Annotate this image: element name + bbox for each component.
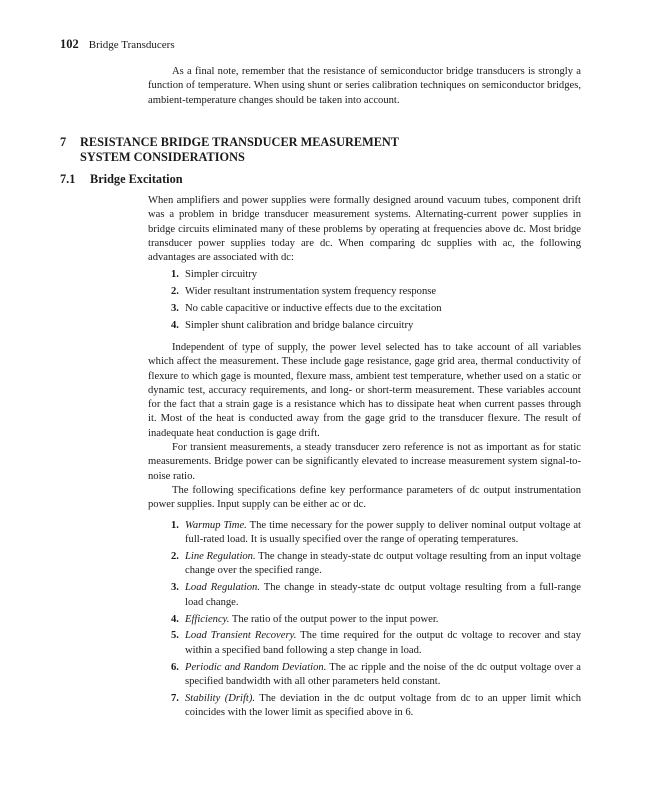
list-number: 1. xyxy=(171,269,179,280)
spec-term: Periodic and Random Deviation. xyxy=(185,661,327,673)
subsection-heading xyxy=(60,172,183,187)
list-number: 3. xyxy=(171,303,179,315)
section-title-line2: SYSTEM CONSIDERATIONS xyxy=(80,150,245,164)
spec-term: Warmup Time. xyxy=(185,520,247,531)
list-text: Wider resultant instrumentation system frequency response xyxy=(185,286,437,298)
list-text: No cable capacitive or inductive effects due to the excitation xyxy=(185,303,442,315)
spec-text: The change in steady-state dc output voltage resulting from a full-range load change. xyxy=(185,582,581,608)
spec-text: The deviation in the dc output voltage from dc to an upper limit which coincides with the lower limit as specified above in 6. xyxy=(185,692,581,719)
list-number: 5. xyxy=(171,630,179,642)
list-number: 2. xyxy=(171,286,179,298)
list-number: 6. xyxy=(171,661,179,673)
list-item xyxy=(172,581,581,610)
spec-term: Efficiency. xyxy=(185,613,230,625)
list-item xyxy=(172,285,581,299)
list-number: 3. xyxy=(171,582,179,594)
list-number: 2. xyxy=(171,551,179,563)
spec-text: The ratio of the output power to the input power. xyxy=(229,613,439,625)
list-item xyxy=(172,613,581,627)
section-title-line1: RESISTANCE BRIDGE TRANSDUCER MEASUREMENT xyxy=(80,135,399,149)
running-head-title: Bridge Transducers xyxy=(88,39,175,51)
intro-block xyxy=(148,65,581,108)
list-item xyxy=(172,519,581,548)
spec-text: The time necessary for the power supply to deliver nominal output voltage at full-rated load. It is usually specified over the range of operating temperatures. xyxy=(185,520,581,546)
list-text: Simpler circuitry xyxy=(185,269,258,280)
specs-intro-paragraph: The following specifications define key performance parameters of dc output instrumentation power supplies. Input supply can be either ac or dc. xyxy=(148,484,581,511)
excitation-paragraph: When amplifiers and power supplies were formally designed around vacuum tubes, component drift was a problem in bridge transducer measurement systems. Alternating-current power supplies in bridge circuits eliminated many of these problems by operating at frequencies above dc. Most bridge transducer power supplies today are dc. When comparing dc supplies with ac, the following advantages are associated with dc: xyxy=(148,195,581,264)
advantages-block xyxy=(148,268,581,336)
power-paragraph: Independent of type of supply, the power level selected has to take account of all variables which affect the measurement. These include gage resistance, gage grid area, thermal conductivity of flexure to which gage is mounted, flexure mass, ambient test temperature, whether used on a static or dynamic test, accuracy requirements, and long- or short-term measurement. These variables account for the fact that a strain gage is a resistance which has to dissipate heat when current passes through it. Most of the heat is conducted away from the gage grid to the transducer flexure. The result of inadequate heat conduction is gage drift. xyxy=(148,342,581,439)
list-item xyxy=(172,550,581,579)
spec-term: Load Regulation. xyxy=(185,582,260,594)
subsection-number: 7.1 xyxy=(60,172,76,186)
spec-term: Load Transient Recovery. xyxy=(185,630,297,642)
list-item xyxy=(172,302,581,316)
running-head xyxy=(60,37,175,52)
specs-list xyxy=(148,519,581,720)
list-number: 1. xyxy=(171,520,179,531)
page-number: 102 xyxy=(60,37,79,51)
excitation-block xyxy=(148,194,581,265)
list-item xyxy=(172,319,581,333)
intro-paragraph: As a final note, remember that the resistance of semiconductor bridge transducers is strongly a function of temperature. When using shunt or series calibration techniques on semiconductor bridges, ambient-temperature changes should be taken into account. xyxy=(148,66,581,106)
list-item xyxy=(172,268,581,282)
advantages-list xyxy=(148,268,581,334)
spec-term: Line Regulation. xyxy=(185,551,256,563)
spec-term: Stability (Drift). xyxy=(185,692,256,704)
transient-paragraph: For transient measurements, a steady transducer zero reference is not as important as for static measurements. Bridge power can be significantly elevated to increase measurement system signal-to-noise ratio. xyxy=(148,442,581,482)
list-number: 4. xyxy=(171,320,179,332)
specs-block xyxy=(148,519,581,723)
list-number: 4. xyxy=(171,613,179,625)
spec-text: The change in steady-state dc output voltage resulting from an input voltage change over the specified range. xyxy=(185,551,581,577)
spec-text: The ac ripple and the noise of the dc output voltage over a specified bandwidth with all other parameters held constant. xyxy=(185,661,582,687)
list-item xyxy=(172,629,581,658)
list-text: Simpler shunt calibration and bridge balance circuitry xyxy=(185,320,414,332)
spec-text: The time required for the output dc voltage to recover and stay within a specified band following a step change in load. xyxy=(185,630,581,656)
list-item xyxy=(172,692,581,721)
section-heading xyxy=(60,135,480,165)
list-number: 7. xyxy=(171,692,179,704)
power-block xyxy=(148,341,581,513)
section-number: 7 xyxy=(60,135,67,149)
list-item xyxy=(172,661,581,690)
subsection-title: Bridge Excitation xyxy=(90,172,183,186)
